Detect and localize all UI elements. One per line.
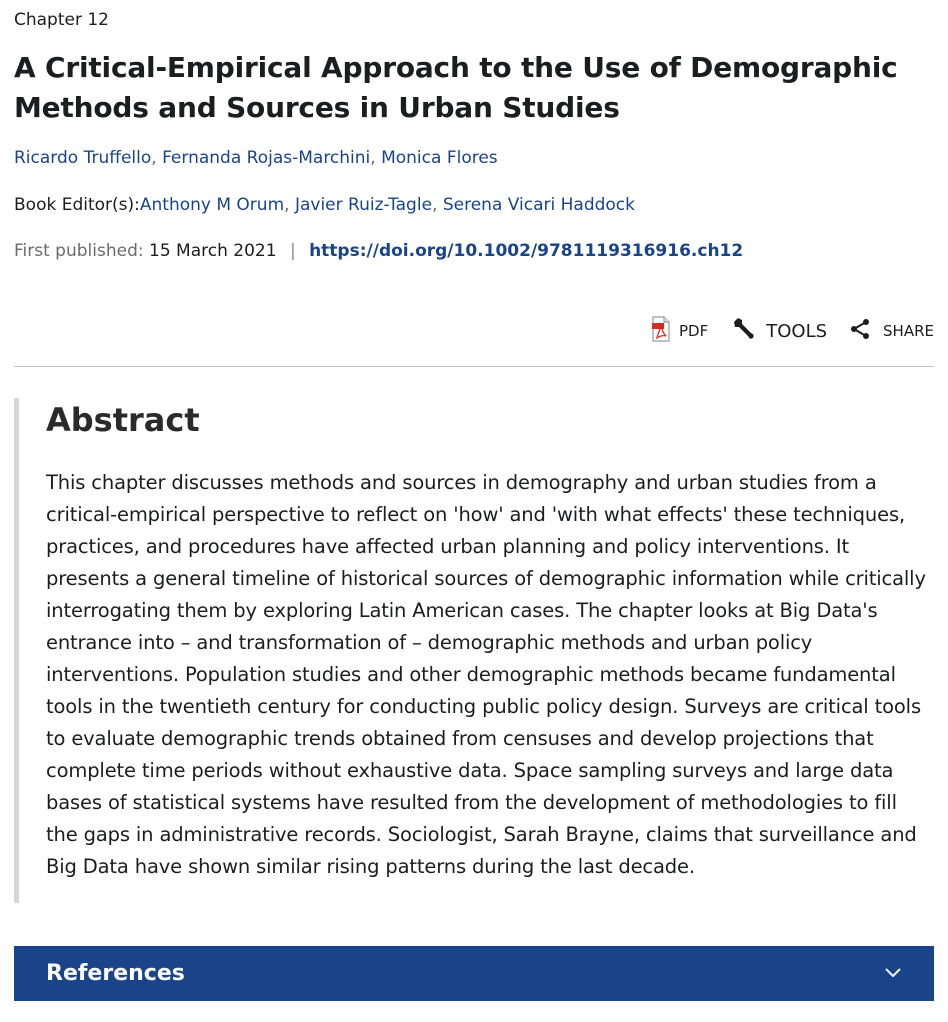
share-icon [849,318,871,344]
editor-link[interactable]: Javier Ruiz-Tagle [294,195,433,215]
author-list: Ricardo Truffello, Fernanda Rojas-Marchini, Monica Flores [14,148,498,168]
editors-label: Book Editor(s): [14,195,140,215]
references-label: References [46,961,185,986]
abstract-section [14,398,934,903]
pdf-file-icon [651,316,671,346]
book-editors: Book Editor(s):Anthony M Orum, Javier Ruiz-Tagle, Serena Vicari Haddock [14,195,635,215]
publication-date: 15 March 2021 [149,241,277,261]
article-toolbar [629,316,934,346]
doi-link[interactable]: https://doi.org/10.1002/9781119316916.ch12 [309,241,744,261]
pdf-button[interactable] [651,316,708,346]
author-link[interactable]: Fernanda Rojas-Marchini [162,148,371,168]
share-button[interactable] [849,318,934,344]
tools-button[interactable] [730,316,827,346]
author-link[interactable]: Ricardo Truffello [14,148,152,168]
author-link[interactable]: Monica Flores [381,148,498,168]
chapter-title: A Critical-Empirical Approach to the Use of Demographic Methods and Sources in Urban Studies [14,51,898,124]
divider [14,366,934,367]
editor-link[interactable]: Anthony M Orum [139,195,285,215]
separator: | [289,241,296,261]
share-label: SHARE [883,322,934,340]
tools-label: TOOLS [766,320,828,342]
abstract-heading: Abstract [46,401,200,439]
publication-info [14,241,743,261]
chapter-label: Chapter 12 [14,10,110,30]
abstract-text: This chapter discusses methods and sources in demography and urban studies from a critical-empirical perspective to reflect on 'how' and 'with what effects' these techniques, practices, and procedures have affected urban planning and policy interventions. It presents a general timeline of historical sources of demographic information while critically interrogating them by exploring Latin American cases. The chapter looks at Big Data's entrance into – and transformation of – demographic methods and urban policy interventions. Population studies and other demographic methods became fundamental tools in the twentieth century for conducting public policy design. Surveys are critical tools to evaluate demographic trends obtained from censuses and develop projections that complete time periods without exhaustive data. Space sampling surveys and large data bases of statistical systems have resulted from the development of methodologies to fill the gaps in administrative records. Sociologist, Sarah Brayne, claims that surveillance and Big Data have shown similar rising patterns during the last decade. [46,471,926,878]
pdf-label: PDF [679,322,709,340]
first-published-label: First published: [14,241,144,261]
chevron-down-icon [884,964,902,983]
wrench-icon [730,316,756,346]
references-accordion[interactable] [14,946,934,1001]
editor-link[interactable]: Serena Vicari Haddock [442,195,635,215]
